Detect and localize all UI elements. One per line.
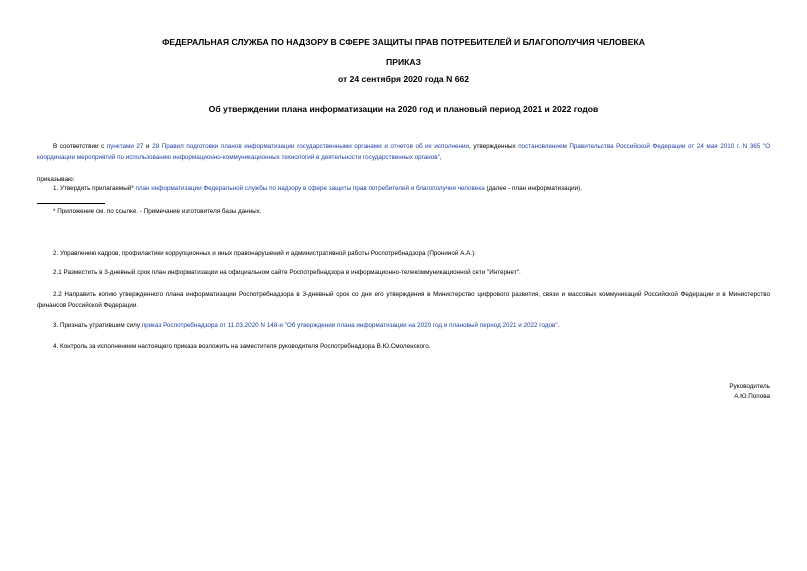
document-title: Об утверждении плана информатизации на 2020 год и плановый период 2021 и 2022 годов bbox=[208, 104, 599, 114]
link-previous-order[interactable]: приказ Роспотребнадзора от 11.03.2020 N 148-и "Об утверждении плана информатизации на 2020 год и плановый период 2021 и 2022 годов" bbox=[141, 322, 558, 329]
preamble-text-2: и bbox=[143, 143, 153, 150]
link-clause-27[interactable]: пунктами 27 bbox=[106, 143, 144, 150]
link-informatization-plan[interactable]: план информатизации Федеральной службы по надзору в сфере защиты прав потребителей и благополучия человека bbox=[135, 185, 485, 192]
preamble-text-3: , утвержденных bbox=[469, 143, 519, 150]
preamble-text-4: , bbox=[439, 153, 442, 161]
footnote: * Приложение см. по ссылке. - Примечание изготовителя базы данных. bbox=[53, 208, 262, 215]
link-clause-28-rules[interactable]: 28 Правил подготовки планов информатизации государственными органами и отчетов об их исполнении bbox=[152, 143, 469, 150]
item-1-text-2: (далее - план информатизации). bbox=[484, 185, 582, 192]
link-government-decree[interactable]: постановлением Правительства Российской Федерации от 24 мая 2010 г. N 365 "О координации мероприятий по использованию информационно-коммуникационных технологий в деятельности государственных органов" bbox=[37, 143, 770, 161]
preamble-text-1: В соответствии с bbox=[53, 143, 107, 150]
document-type: ПРИКАЗ bbox=[386, 57, 421, 67]
item-1 bbox=[37, 184, 770, 195]
item-3-text-2: . bbox=[557, 322, 560, 329]
item-3-text-1: 3. Признать утратившим силу bbox=[53, 322, 142, 329]
item-1-text-1: 1. Утвердить прилагаемый* bbox=[53, 185, 136, 192]
agency-name: ФЕДЕРАЛЬНАЯ СЛУЖБА ПО НАДЗОРУ В СФЕРЕ ЗАЩИТЫ ПРАВ ПОТРЕБИТЕЛЕЙ И БЛАГОПОЛУЧИЯ ЧЕЛОВЕКА bbox=[162, 37, 645, 47]
order-word: приказываю: bbox=[37, 176, 75, 183]
footnote-divider bbox=[37, 203, 105, 204]
item-2-2: 2.2 Направить копию утвержденного плана информатизации Роспотребнадзора в 3-дневный срок со дня его утверждения в Министерство цифрового развития, связи и массовых коммуникаций Российской Федерации и в Министерство финансов Российской Федерации. bbox=[37, 291, 770, 309]
preamble-paragraph bbox=[37, 142, 770, 163]
item-4: 4. Контроль за исполнением настоящего приказа возложить на заместителя руководителя Роспотребнадзора В.Ю.Смоленского. bbox=[53, 343, 431, 350]
item-2: 2. Управлению кадров, профилактики коррупционных и иных правонарушений и административной работы Роспотребнадзора (Прониной А.А.): bbox=[53, 250, 476, 257]
item-2-1: 2.1 Разместить в 3-дневный срок план информатизации на официальном сайте Роспотребнадзора в информационно-телекоммуникационной сети "Интернет". bbox=[53, 269, 521, 276]
document-date-number: от 24 сентября 2020 года N 662 bbox=[337, 74, 470, 84]
item-3 bbox=[37, 321, 770, 332]
signature-name: А.Ю.Попова bbox=[734, 393, 770, 400]
signature-position: Руководитель bbox=[729, 383, 770, 390]
